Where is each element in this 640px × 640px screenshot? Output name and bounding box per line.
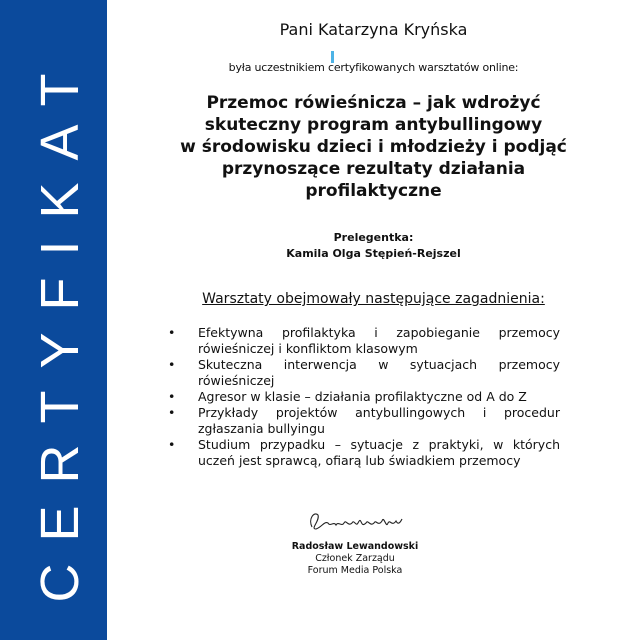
signatory-name: Radosław Lewandowski [291,541,419,552]
topics-heading: Warsztaty obejmowały następujące zagadnienia: [202,291,545,307]
speaker-label: Prelegentka: [333,231,414,244]
signatory-role: Członek Zarządu [315,553,395,564]
title-line: przynoszące rezultaty działania [221,159,526,179]
workshop-title [107,92,640,202]
signatory-company: Forum Media Polska [307,565,403,576]
list-item: • Agresor w klasie – działania profilaktyczne od A do Z [165,389,560,405]
list-item: • Efektywna profilaktyka i zapobieganie przemocy rówieśniczej i konfliktom klasowym [165,325,560,357]
list-item: • Przykłady projektów antybullingowych i procedur zgłaszania bullyingu [165,405,560,437]
recipient-name: Pani Katarzyna Kryńska [279,20,468,39]
certificate-label: CERTYFIKAT [30,51,90,603]
topics-list [165,325,560,469]
title-line: w środowisku dzieci i młodzieży i podjąć [180,137,567,157]
list-item: • Skuteczna interwencja w sytuacjach przemocy rówieśniczej [165,357,560,389]
signature-image [300,505,420,535]
speaker-name: Kamila Olga Stępień-Rejszel [286,247,461,260]
signatory-block [255,541,455,577]
intro-text: była uczestnikiem certyfikowanych warsztatów online: [228,61,519,74]
title-line: skuteczny program antybullingowy [204,115,543,135]
speaker-block [107,230,640,262]
list-item: • Studium przypadku – sytuacje z praktyki, w których uczeń jest sprawcą, ofiarą lub świadkiem przemocy [165,437,560,469]
title-line: Przemoc rówieśnicza – jak wdrożyć [206,93,541,113]
sidebar-band [0,0,107,640]
title-line: profilaktyczne [305,181,442,201]
